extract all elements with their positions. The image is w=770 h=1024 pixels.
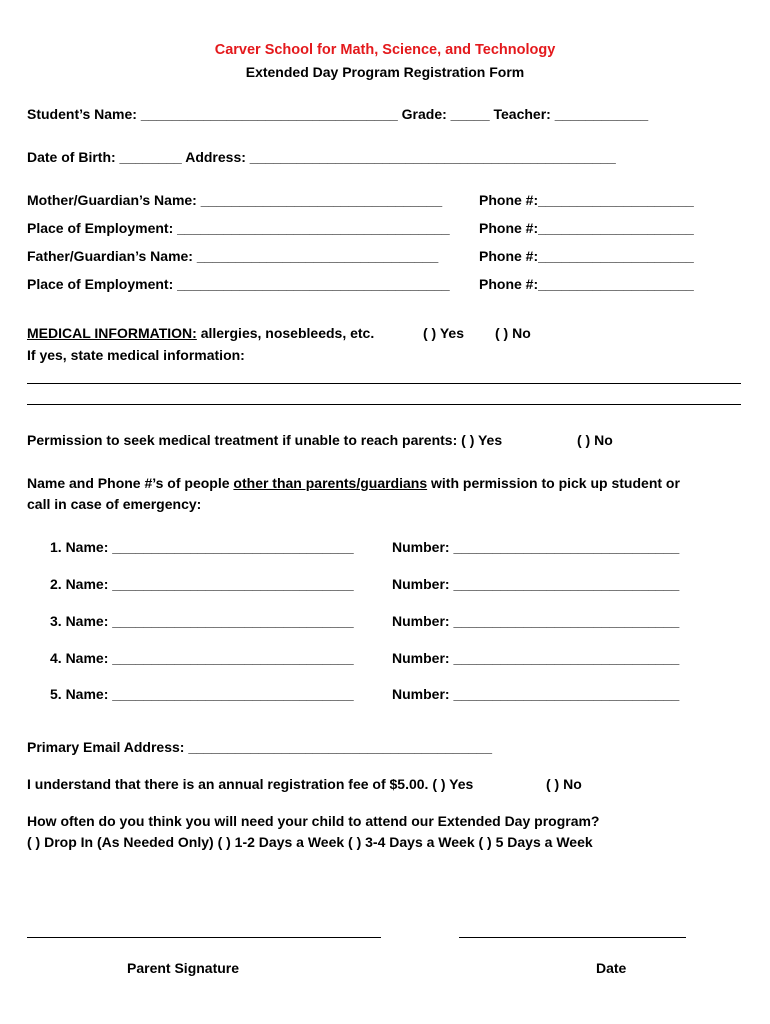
emergency-number-4[interactable]: Number: _____________________________: [392, 650, 680, 666]
emergency-number-5[interactable]: Number: _____________________________: [392, 686, 680, 702]
medical-question: [27, 325, 374, 341]
medical-info-line-2[interactable]: [27, 404, 741, 405]
mother-employment-line[interactable]: Place of Employment: ___________________________________: [27, 220, 450, 236]
emergency-instructions: [27, 475, 680, 491]
student-name-line[interactable]: Student’s Name: _________________________________ Grade: _____ Teacher: ____________: [27, 106, 649, 122]
emergency-name-1[interactable]: 1. Name: _______________________________: [50, 539, 354, 555]
fee-yes-line[interactable]: I understand that there is an annual registration fee of $5.00. ( ) Yes: [27, 776, 474, 792]
medical-heading: MEDICAL INFORMATION:: [27, 325, 197, 341]
father-employment-line[interactable]: Place of Employment: ___________________________________: [27, 276, 450, 292]
parent-signature-line[interactable]: [27, 937, 381, 938]
emergency-text-before: Name and Phone #’s of people: [27, 475, 234, 491]
medical-info-line-1[interactable]: [27, 383, 741, 384]
mother-employment-phone-line[interactable]: Phone #:____________________: [479, 220, 694, 236]
emergency-text-after: with permission to pick up student or: [427, 475, 680, 491]
emergency-name-4[interactable]: 4. Name: _______________________________: [50, 650, 354, 666]
father-name-line[interactable]: Father/Guardian’s Name: _______________________________: [27, 248, 439, 264]
parent-signature-label: Parent Signature: [127, 960, 240, 976]
emergency-number-1[interactable]: Number: _____________________________: [392, 539, 680, 555]
emergency-number-2[interactable]: Number: _____________________________: [392, 576, 680, 592]
attendance-question: How often do you think you will need your child to attend our Extended Day program?: [27, 813, 600, 829]
medical-no-checkbox[interactable]: ( ) No: [495, 325, 531, 341]
date-label: Date: [596, 960, 627, 976]
school-name: Carver School for Math, Science, and Technology: [214, 42, 556, 58]
email-line[interactable]: Primary Email Address: _______________________________________: [27, 739, 492, 755]
father-employment-phone-line[interactable]: Phone #:____________________: [479, 276, 694, 292]
fee-no-checkbox[interactable]: ( ) No: [546, 776, 582, 792]
mother-name-line[interactable]: Mother/Guardian’s Name: _______________________________: [27, 192, 443, 208]
emergency-name-5[interactable]: 5. Name: _______________________________: [50, 686, 354, 702]
medical-yes-checkbox[interactable]: ( ) Yes: [423, 325, 464, 341]
form-title: Extended Day Program Registration Form: [245, 64, 525, 80]
emergency-name-3[interactable]: 3. Name: _______________________________: [50, 613, 354, 629]
permission-yes-line[interactable]: Permission to seek medical treatment if unable to reach parents: ( ) Yes: [27, 432, 503, 448]
permission-no-checkbox[interactable]: ( ) No: [577, 432, 613, 448]
medical-text: allergies, nosebleeds, etc.: [196, 325, 375, 341]
emergency-text-underlined: other than parents/guardians: [233, 475, 428, 491]
emergency-instructions-line2: call in case of emergency:: [27, 496, 202, 512]
medical-prompt: If yes, state medical information:: [27, 347, 245, 363]
father-phone-line[interactable]: Phone #:____________________: [479, 248, 694, 264]
attendance-options[interactable]: ( ) Drop In (As Needed Only) ( ) 1-2 Days a Week ( ) 3-4 Days a Week ( ) 5 Days a Week: [27, 834, 593, 850]
mother-phone-line[interactable]: Phone #:____________________: [479, 192, 694, 208]
emergency-number-3[interactable]: Number: _____________________________: [392, 613, 680, 629]
dob-address-line[interactable]: Date of Birth: ________ Address: _______________________________________________: [27, 149, 616, 165]
date-line[interactable]: [459, 937, 686, 938]
emergency-name-2[interactable]: 2. Name: _______________________________: [50, 576, 354, 592]
